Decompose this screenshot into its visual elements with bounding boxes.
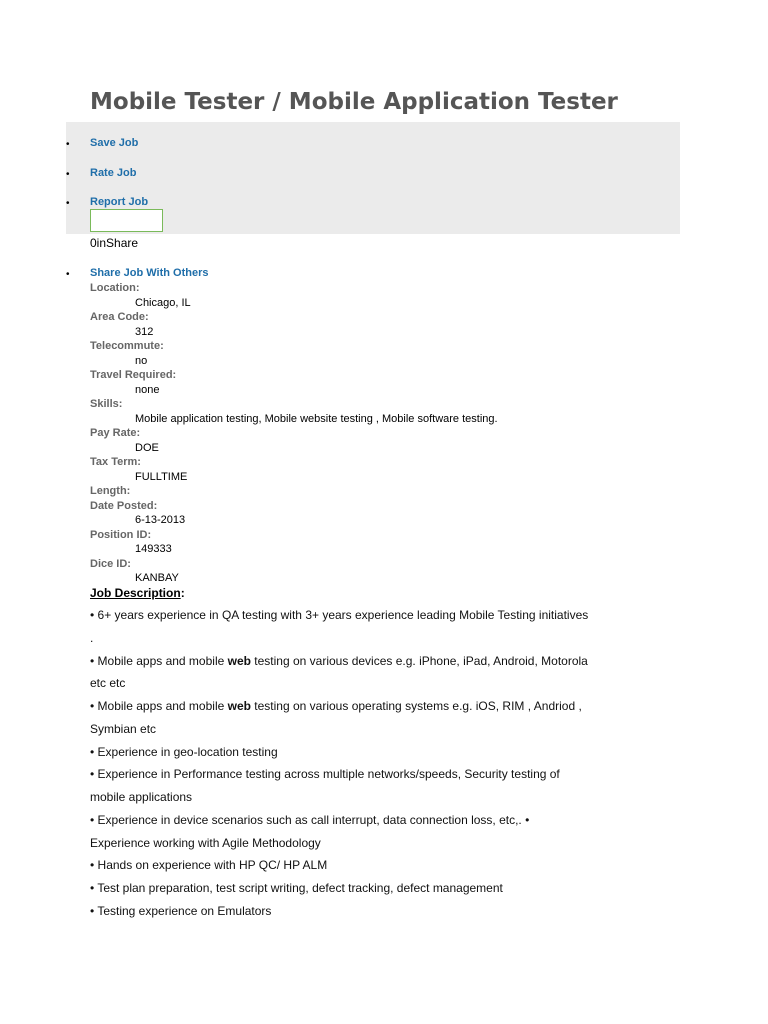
detail-value: Mobile application testing, Mobile website testing , Mobile software testing. (135, 412, 498, 425)
requirement-item: • Test plan preparation, test script writing, defect tracking, defect management (90, 881, 503, 895)
bullet-icon: • (66, 198, 70, 209)
detail-label: Date Posted: (90, 499, 158, 512)
detail-label: Length: (90, 485, 131, 497)
detail-dice-id (90, 557, 690, 586)
requirement-text: testing on various operating systems e.g. iOS, RIM , Andriod , Symbian etc (90, 699, 582, 736)
bullet-icon: • (66, 269, 70, 280)
detail-skills (90, 397, 690, 426)
detail-value: 6-13-2013 (135, 514, 186, 526)
requirement-emphasis: web (227, 653, 251, 668)
detail-travel-required (90, 368, 690, 397)
requirement-item (90, 650, 590, 696)
detail-label: Location: (90, 282, 140, 294)
requirement-text: • Mobile apps and mobile (90, 699, 228, 713)
detail-value: FULLTIME (135, 470, 188, 483)
requirement-emphasis: web (227, 699, 251, 713)
detail-label: Travel Required: (90, 369, 177, 381)
requirement-item (90, 695, 590, 741)
requirement-text: testing on various devices e.g. iPhone, iPad, Android, Motorola etc etc (90, 653, 588, 691)
detail-label: Tax Term: (90, 456, 141, 468)
job-description-heading (90, 585, 185, 601)
job-details-list (90, 281, 690, 586)
detail-label: Position ID: (90, 528, 152, 541)
detail-position-id (90, 528, 690, 557)
job-description-body (90, 604, 590, 923)
bullet-icon: • (66, 169, 70, 180)
requirement-item: • 6+ years experience in QA testing with 3+ years experience leading Mobile Testing initiatives . (90, 608, 589, 645)
detail-length (90, 484, 690, 499)
requirement-item: • Testing experience on Emulators (90, 903, 272, 918)
detail-pay-rate (90, 426, 690, 455)
detail-label: Pay Rate: (90, 427, 141, 439)
heading-colon: : (180, 586, 185, 600)
detail-value: none (135, 383, 160, 396)
detail-value: 149333 (135, 543, 172, 555)
requirement-item: • Experience in device scenarios such as call interrupt, data connection loss, etc,. • Experience working with Agile Methodology (90, 812, 530, 850)
detail-value: DOE (135, 441, 159, 454)
detail-label: Area Code: (90, 311, 149, 323)
detail-value: KANBAY (135, 572, 179, 584)
detail-value: 312 (135, 325, 154, 338)
rate-job-link[interactable]: Rate Job (90, 167, 137, 179)
requirement-item: • Experience in Performance testing across multiple networks/speeds, Security testing of mobile applications (90, 767, 560, 804)
detail-value: no (135, 354, 148, 367)
detail-location (90, 281, 690, 310)
report-job-link[interactable]: Report Job (90, 196, 149, 208)
linkedin-share-count[interactable]: 0inShare (90, 236, 139, 250)
detail-tax-term (90, 455, 690, 484)
apply-now-button[interactable]: Apply Now (90, 209, 163, 232)
detail-label: Telecommute: (90, 340, 164, 352)
job-description-heading-text: Job Description (90, 586, 181, 600)
detail-label: Dice ID: (90, 557, 131, 570)
requirement-text: • Mobile apps and mobile (90, 653, 228, 668)
detail-date-posted (90, 499, 690, 528)
save-job-link[interactable]: Save Job (90, 137, 139, 149)
detail-label: Skills: (90, 398, 123, 410)
detail-telecommute (90, 339, 690, 368)
bullet-icon: • (66, 139, 70, 150)
requirement-item: • Experience in geo-location testing (90, 744, 278, 759)
detail-area-code (90, 310, 690, 339)
page-title: Mobile Tester / Mobile Application Tester (90, 89, 618, 115)
requirement-item: • Hands on experience with HP QC/ HP ALM (90, 858, 328, 873)
detail-value: Chicago, IL (135, 296, 191, 309)
share-job-link[interactable]: Share Job With Others (90, 267, 209, 279)
